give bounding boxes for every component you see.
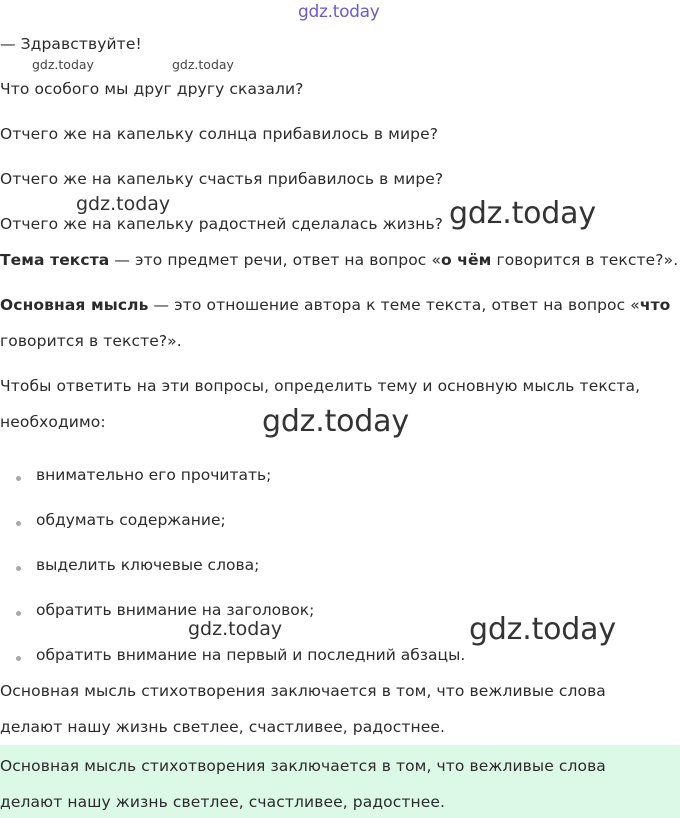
list-item: обратить внимание на заголовок; [36, 601, 315, 619]
intro-line-1: Чтобы ответить на эти вопросы, определить тему и основную мысль текста, [0, 377, 641, 395]
watermark-small-1: gdz.today [76, 193, 171, 215]
bullet-icon [16, 566, 21, 571]
main-idea-term: Основная мысль [0, 296, 149, 314]
poem-line: Отчего же на капельку солнца прибавилось в мире? [0, 125, 439, 143]
theme-text-before: — это предмет речи, ответ на вопрос « [109, 251, 442, 269]
list-item: обдумать содержание; [36, 511, 226, 529]
watermark-tiny-2: gdz.today [172, 57, 234, 72]
main-idea-line-2: говорится в тексте?». [0, 332, 182, 350]
conclusion-line-2: делают нашу жизнь светлее, счастливее, радостнее. [0, 718, 445, 736]
watermark-top: gdz.today [298, 2, 380, 22]
conclusion-line-1: Основная мысль стихотворения заключается в том, что вежливые слова [0, 682, 606, 700]
list-item: обратить внимание на первый и последний абзацы. [36, 646, 466, 664]
answer-line-1: Основная мысль стихотворения заключается в том, что вежливые слова [0, 757, 606, 775]
bullet-icon [16, 476, 21, 481]
watermark-tiny-1: gdz.today [32, 57, 94, 72]
intro-line-2: необходимо: [0, 413, 106, 431]
bullet-icon [16, 611, 21, 616]
theme-term: Тема текста [0, 251, 110, 269]
watermark-large-1: gdz.today [449, 196, 596, 231]
poem-line: Отчего же на капельку счастья прибавилось в мире? [0, 170, 444, 188]
poem-line: — Здравствуйте! [0, 35, 142, 53]
list-item: выделить ключевые слова; [36, 556, 260, 574]
bullet-icon [16, 521, 21, 526]
main-idea-definition [0, 296, 670, 314]
main-idea-emphasis: что [639, 296, 671, 314]
poem-line: Отчего же на капельку радостней сделалась жизнь? [0, 215, 443, 233]
watermark-large-2: gdz.today [262, 404, 409, 439]
main-idea-text-before: — это отношение автора к теме текста, ответ на вопрос « [148, 296, 640, 314]
watermark-large-3: gdz.today [469, 612, 616, 647]
poem-line: Что особого мы друг другу сказали? [0, 80, 304, 98]
bullet-icon [16, 656, 21, 661]
answer-line-2: делают нашу жизнь светлее, счастливее, радостнее. [0, 793, 445, 811]
watermark-small-2: gdz.today [188, 618, 283, 640]
theme-emphasis: о чём [441, 251, 492, 269]
theme-text-after: говорится в тексте?». [491, 251, 679, 269]
list-item: внимательно его прочитать; [36, 466, 272, 484]
theme-definition [0, 251, 678, 269]
